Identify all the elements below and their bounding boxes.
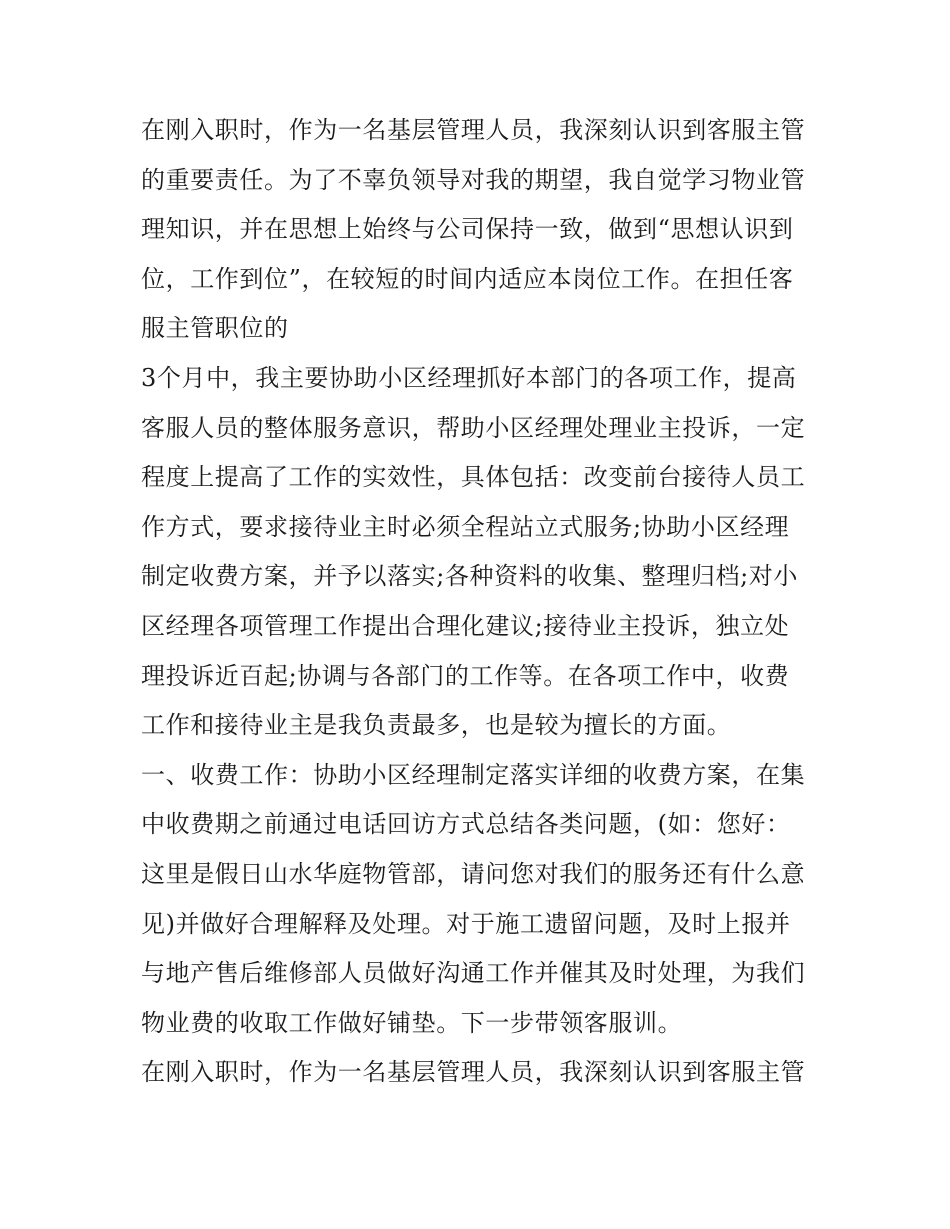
text-line: 制定收费方案，并予以落实;各种资料的收集、整理归档;对小	[141, 562, 798, 591]
text-line: 位，工作到位”，在较短的时间内适应本岗位工作。在担任客	[141, 264, 794, 293]
text-line: 3个月中，我主要协助小区经理抓好本部门的各项工作，提高	[141, 363, 797, 392]
text-line: 区经理各项管理工作提出合理化建议;接待业主投诉，独立处	[141, 611, 790, 640]
text-line: 理投诉近百起;协调与各部门的工作等。在各项工作中，收费	[141, 661, 790, 690]
text-line: 一、收费工作：协助小区经理制定落实详细的收费方案，在集	[141, 760, 806, 789]
text-line: 作方式，要求接待业主时必须全程站立式服务;协助小区经理	[141, 512, 790, 541]
text-line: 服主管职位的	[141, 314, 289, 343]
text-line: 见)并做好合理解释及处理。对于施工遗留问题，及时上报并	[141, 909, 791, 938]
document-body	[141, 106, 821, 1098]
text-line: 与地产售后维修部人员做好沟通工作并催其及时处理，为我们	[141, 959, 806, 988]
text-line: 物业费的收取工作做好铺垫。下一步带领客服训。	[141, 1008, 683, 1037]
text-line: 的重要责任。为了不辜负领导对我的期望，我自觉学习物业管	[141, 165, 806, 194]
text-line: 在刚入职时，作为一名基层管理人员，我深刻认识到客服主管	[141, 116, 806, 144]
text-line: 中收费期之前通过电话回访方式总结各类问题，(如：您好：	[141, 810, 791, 839]
text-line: 工作和接待业主是我负责最多，也是较为擅长的方面。	[141, 711, 732, 740]
text-line: 理知识，并在思想上始终与公司保持一致，做到“思想认识到	[141, 215, 794, 244]
text-line: 程度上提高了工作的实效性，具体包括：改变前台接待人员工	[141, 463, 806, 492]
text-line: 在刚入职时，作为一名基层管理人员，我深刻认识到客服主管	[141, 1058, 806, 1087]
text-line: 这里是假日山水华庭物管部，请问您对我们的服务还有什么意	[141, 859, 806, 888]
text-line: 客服人员的整体服务意识，帮助小区经理处理业主投诉，一定	[141, 413, 806, 442]
